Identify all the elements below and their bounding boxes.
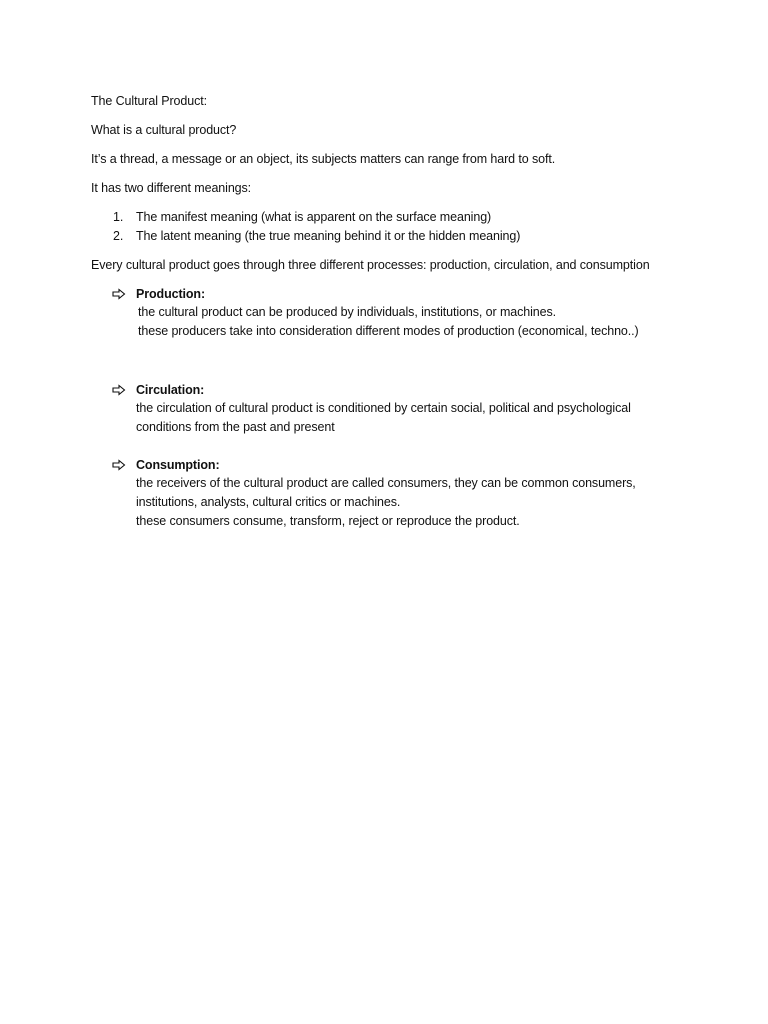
consumption-line: institutions, analysts, cultural critics or machines.	[136, 495, 401, 509]
consumption-heading: Consumption:	[136, 458, 220, 472]
question-line: What is a cultural product?	[91, 123, 237, 137]
arrow-right-outline-icon	[112, 384, 126, 396]
production-line: these producers take into consideration different modes of production (economical, techno..)	[138, 324, 639, 338]
circulation-heading: Circulation:	[136, 383, 205, 397]
definition-line: It’s a thread, a message or an object, its subjects matters can range from hard to soft.	[91, 152, 556, 166]
list-item: The latent meaning (the true meaning behind it or the hidden meaning)	[136, 229, 521, 243]
production-line: the cultural product can be produced by individuals, institutions, or machines.	[138, 305, 557, 319]
consumption-line: these consumers consume, transform, reject or reproduce the product.	[136, 514, 520, 528]
list-item: The manifest meaning (what is apparent on the surface meaning)	[136, 210, 492, 224]
list-item-number: 1.	[113, 210, 124, 224]
processes-intro: Every cultural product goes through three different processes: production, circulation, and consumption	[91, 258, 650, 272]
document-title: The Cultural Product:	[91, 94, 208, 108]
arrow-right-outline-icon	[112, 459, 126, 471]
circulation-line: the circulation of cultural product is conditioned by certain social, political and psychological	[136, 401, 631, 415]
arrow-right-outline-icon	[112, 288, 126, 300]
list-item-number: 2.	[113, 229, 124, 243]
circulation-line: conditions from the past and present	[136, 420, 335, 434]
meanings-intro: It has two different meanings:	[91, 181, 252, 195]
production-heading: Production:	[136, 287, 206, 301]
consumption-line: the receivers of the cultural product are called consumers, they can be common consumers,	[136, 476, 636, 490]
